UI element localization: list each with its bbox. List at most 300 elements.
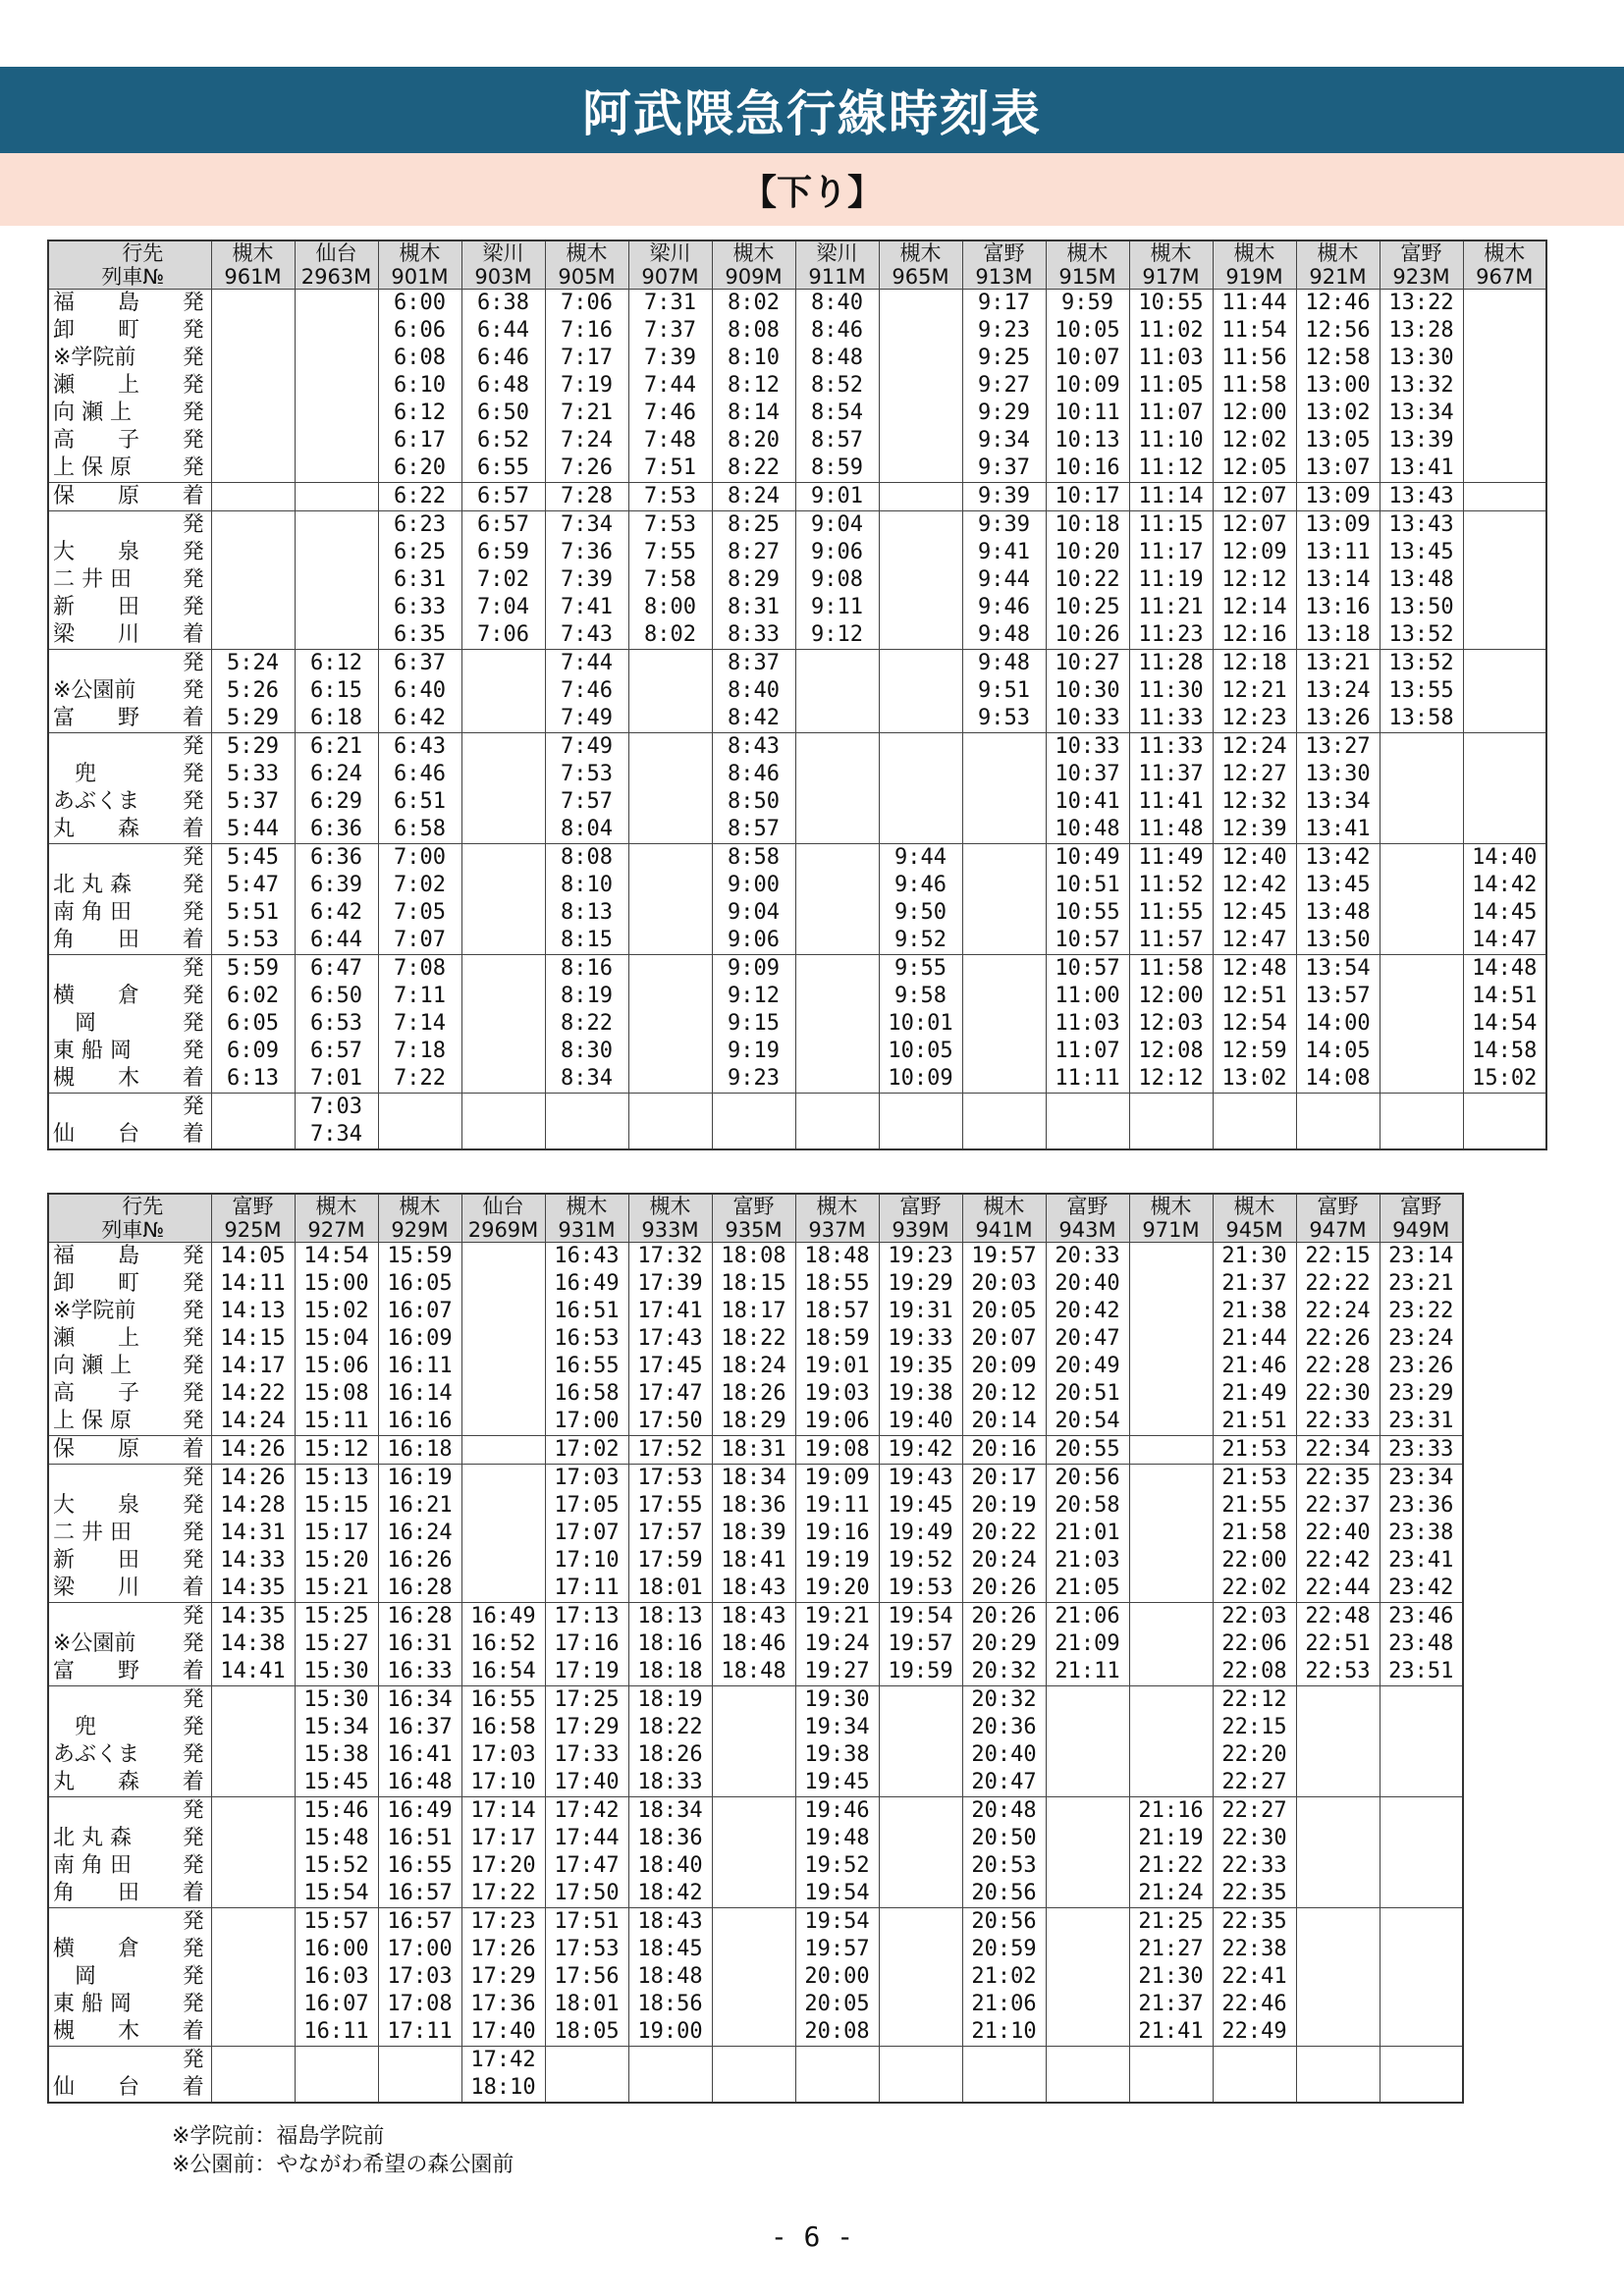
time-cell: 13:34 <box>1296 788 1380 816</box>
train-destination: 富野 <box>732 1195 775 1218</box>
time-cell: 19:38 <box>795 1741 879 1769</box>
time-cell <box>211 2047 295 2075</box>
time-cell: 20:51 <box>1046 1380 1129 1408</box>
time-cell: 14:35 <box>211 1603 295 1631</box>
time-cell: 18:36 <box>712 1492 795 1520</box>
time-cell <box>962 899 1046 927</box>
time-cell: 17:47 <box>545 1852 628 1880</box>
time-cell <box>1046 1825 1129 1852</box>
time-cell: 7:36 <box>545 539 628 566</box>
time-cell: 8:24 <box>712 483 795 511</box>
table-row <box>48 677 1546 705</box>
time-cell <box>1380 1880 1463 1908</box>
time-cell: 9:00 <box>712 872 795 899</box>
time-cell <box>712 1769 795 1797</box>
time-cell: 16:49 <box>378 1797 461 1826</box>
time-cell: 12:46 <box>1296 290 1380 318</box>
time-cell <box>1296 1121 1380 1149</box>
time-cell: 10:13 <box>1046 427 1129 454</box>
time-cell <box>461 1408 545 1436</box>
time-cell: 11:11 <box>1046 1065 1129 1094</box>
time-cell <box>1380 899 1463 927</box>
time-cell: 17:22 <box>461 1880 545 1908</box>
time-cell <box>211 594 295 621</box>
train-number: 917M <box>1142 265 1200 289</box>
time-cell: 22:38 <box>1213 1936 1296 1963</box>
time-cell: 8:04 <box>545 816 628 844</box>
train-number: 903M <box>474 265 532 289</box>
time-cell: 19:24 <box>795 1630 879 1658</box>
arrival-departure-mark: 着 <box>176 2018 211 2047</box>
time-cell <box>1296 1880 1380 1908</box>
time-cell: 19:11 <box>795 1492 879 1520</box>
time-cell: 20:40 <box>962 1741 1046 1769</box>
train-number: 941M <box>975 1218 1033 1242</box>
time-cell: 8:57 <box>795 427 879 454</box>
time-cell <box>879 427 962 454</box>
train-header <box>295 1194 378 1243</box>
time-cell: 8:43 <box>712 733 795 762</box>
time-cell: 20:03 <box>962 1270 1046 1298</box>
time-cell: 10:11 <box>1046 400 1129 427</box>
arrival-departure-mark: 発 <box>176 539 211 566</box>
time-cell: 16:14 <box>378 1380 461 1408</box>
time-cell <box>1463 594 1546 621</box>
time-cell <box>628 927 712 955</box>
time-cell: 8:14 <box>712 400 795 427</box>
time-cell: 9:59 <box>1046 290 1129 318</box>
time-cell <box>879 1797 962 1826</box>
time-cell: 14:13 <box>211 1298 295 1325</box>
train-destination: 槻木 <box>983 1195 1025 1218</box>
time-cell: 6:50 <box>461 400 545 427</box>
arrival-departure-mark: 着 <box>176 621 211 650</box>
time-cell: 12:00 <box>1213 400 1296 427</box>
time-cell: 18:16 <box>628 1630 712 1658</box>
timetable-lower <box>47 1193 1464 2104</box>
time-cell: 17:29 <box>461 1963 545 1991</box>
time-cell <box>461 1270 545 1298</box>
train-number: 945M <box>1225 1218 1283 1242</box>
time-cell: 10:16 <box>1046 454 1129 483</box>
time-cell <box>1129 1520 1213 1547</box>
time-cell <box>879 1852 962 1880</box>
time-cell: 8:02 <box>712 290 795 318</box>
arrival-departure-mark: 発 <box>176 761 211 788</box>
time-cell <box>712 1797 795 1826</box>
time-cell <box>1129 2074 1213 2103</box>
time-cell: 14:00 <box>1296 1010 1380 1038</box>
station-name: 上 保 原 <box>48 1408 176 1436</box>
time-cell: 12:16 <box>1213 621 1296 650</box>
time-cell: 5:53 <box>211 927 295 955</box>
time-cell <box>211 1880 295 1908</box>
time-cell <box>461 1436 545 1465</box>
train-number: 961M <box>224 265 282 289</box>
time-cell: 17:08 <box>378 1991 461 2018</box>
train-number: 949M <box>1392 1218 1450 1242</box>
time-cell <box>795 1121 879 1149</box>
table-row <box>48 1658 1463 1686</box>
time-cell <box>545 1121 628 1149</box>
time-cell: 21:10 <box>962 2018 1046 2047</box>
time-cell: 20:50 <box>962 1825 1046 1852</box>
station-name: 梁 川 <box>48 1575 176 1603</box>
station-name: 南 角 田 <box>48 1852 176 1880</box>
time-cell: 6:21 <box>295 733 378 762</box>
time-cell: 12:24 <box>1213 733 1296 762</box>
time-cell: 8:12 <box>712 372 795 400</box>
train-destination: 槻木 <box>1150 1195 1192 1218</box>
time-cell: 21:11 <box>1046 1658 1129 1686</box>
time-cell: 12:47 <box>1213 927 1296 955</box>
station-name: 東 船 岡 <box>48 1991 176 2018</box>
time-cell <box>879 483 962 511</box>
time-cell <box>712 1121 795 1149</box>
time-cell: 12:12 <box>1129 1065 1213 1094</box>
time-cell: 16:51 <box>545 1298 628 1325</box>
time-cell: 9:48 <box>962 621 1046 650</box>
time-cell: 19:00 <box>628 2018 712 2047</box>
time-cell: 8:10 <box>545 872 628 899</box>
train-number: 937M <box>808 1218 866 1242</box>
arrival-departure-mark: 発 <box>176 1408 211 1436</box>
time-cell <box>879 816 962 844</box>
time-cell <box>879 454 962 483</box>
time-cell <box>211 372 295 400</box>
station-name: ※公園前 <box>48 1630 176 1658</box>
table-row <box>48 761 1546 788</box>
time-cell <box>1380 1065 1463 1094</box>
time-cell: 14:22 <box>211 1380 295 1408</box>
time-cell: 20:49 <box>1046 1353 1129 1380</box>
time-cell <box>545 2047 628 2075</box>
time-cell <box>211 2018 295 2047</box>
arrival-departure-mark: 発 <box>176 1380 211 1408</box>
time-cell: 6:08 <box>378 345 461 372</box>
train-destination: 槻木 <box>649 1195 691 1218</box>
time-cell <box>1213 1121 1296 1149</box>
time-cell <box>1129 1270 1213 1298</box>
time-cell <box>962 872 1046 899</box>
time-cell: 8:08 <box>712 317 795 345</box>
time-cell <box>1296 1686 1380 1715</box>
time-cell: 11:07 <box>1046 1038 1129 1065</box>
time-cell <box>1380 1010 1463 1038</box>
station-name <box>48 844 176 873</box>
time-cell: 9:25 <box>962 345 1046 372</box>
time-cell: 13:58 <box>1380 705 1463 733</box>
time-cell <box>962 955 1046 984</box>
time-cell <box>461 788 545 816</box>
time-cell: 18:01 <box>628 1575 712 1603</box>
time-cell <box>1380 2018 1463 2047</box>
time-cell <box>211 345 295 372</box>
table-row <box>48 788 1546 816</box>
time-cell: 5:59 <box>211 955 295 984</box>
time-cell: 13:02 <box>1213 1065 1296 1094</box>
time-cell: 11:30 <box>1129 677 1213 705</box>
time-cell: 20:08 <box>795 2018 879 2047</box>
time-cell: 16:55 <box>545 1353 628 1380</box>
train-number: 2963M <box>300 265 372 289</box>
time-cell <box>1380 955 1463 984</box>
time-cell: 11:33 <box>1129 705 1213 733</box>
time-cell: 18:48 <box>712 1658 795 1686</box>
time-cell: 14:51 <box>1463 983 1546 1010</box>
time-cell: 20:56 <box>962 1880 1046 1908</box>
time-cell: 14:35 <box>211 1575 295 1603</box>
time-cell: 22:41 <box>1213 1963 1296 1991</box>
time-cell: 7:08 <box>378 955 461 984</box>
time-cell <box>1463 761 1546 788</box>
time-cell <box>712 1963 795 1991</box>
station-name <box>48 955 176 984</box>
train-number: 2969M <box>467 1218 539 1242</box>
time-cell: 22:34 <box>1296 1436 1380 1465</box>
time-cell: 18:05 <box>545 2018 628 2047</box>
time-cell <box>1129 1325 1213 1353</box>
time-cell <box>211 1714 295 1741</box>
time-cell: 11:23 <box>1129 621 1213 650</box>
time-cell: 18:15 <box>712 1270 795 1298</box>
time-cell <box>211 1121 295 1149</box>
time-cell: 9:53 <box>962 705 1046 733</box>
time-cell: 17:11 <box>545 1575 628 1603</box>
station-name: 兜 <box>48 761 176 788</box>
time-cell: 17:29 <box>545 1714 628 1741</box>
time-cell <box>712 1741 795 1769</box>
time-cell: 14:05 <box>211 1243 295 1271</box>
time-cell: 11:54 <box>1213 317 1296 345</box>
station-name: 角 田 <box>48 1880 176 1908</box>
time-cell <box>461 983 545 1010</box>
time-cell: 16:33 <box>378 1658 461 1686</box>
time-cell <box>712 1936 795 1963</box>
time-cell: 5:47 <box>211 872 295 899</box>
station-name: あぶくま <box>48 1741 176 1769</box>
time-cell: 13:39 <box>1380 427 1463 454</box>
train-header <box>461 1194 545 1243</box>
time-cell <box>962 927 1046 955</box>
time-cell: 22:26 <box>1296 1325 1380 1353</box>
time-cell: 15:17 <box>295 1520 378 1547</box>
table-row <box>48 1094 1546 1122</box>
train-destination: 仙台 <box>315 241 357 265</box>
time-cell: 21:03 <box>1046 1547 1129 1575</box>
time-cell: 21:37 <box>1129 1991 1213 2018</box>
arrival-departure-mark: 着 <box>176 816 211 844</box>
time-cell: 7:03 <box>295 1094 378 1122</box>
time-cell: 17:11 <box>378 2018 461 2047</box>
table-row <box>48 1121 1546 1149</box>
train-header <box>378 240 461 290</box>
train-number: 931M <box>558 1218 616 1242</box>
time-cell: 17:00 <box>545 1408 628 1436</box>
station-name: 横 倉 <box>48 983 176 1010</box>
time-cell: 8:46 <box>795 317 879 345</box>
time-cell <box>1463 290 1546 318</box>
time-cell <box>1046 1936 1129 1963</box>
time-cell <box>795 1065 879 1094</box>
time-cell: 6:53 <box>295 1010 378 1038</box>
time-cell: 5:37 <box>211 788 295 816</box>
time-cell: 8:34 <box>545 1065 628 1094</box>
time-cell: 19:40 <box>879 1408 962 1436</box>
arrival-departure-mark: 発 <box>176 454 211 483</box>
arrival-departure-mark: 発 <box>176 1325 211 1353</box>
time-cell: 16:19 <box>378 1465 461 1493</box>
time-cell: 13:21 <box>1296 650 1380 678</box>
time-cell: 16:57 <box>378 1908 461 1937</box>
time-cell <box>628 872 712 899</box>
time-cell: 16:11 <box>378 1353 461 1380</box>
time-cell: 6:09 <box>211 1038 295 1065</box>
time-cell <box>1463 788 1546 816</box>
time-cell <box>1046 2074 1129 2103</box>
time-cell <box>545 2074 628 2103</box>
time-cell <box>461 1575 545 1603</box>
time-cell: 21:30 <box>1129 1963 1213 1991</box>
station-name: 梁 川 <box>48 621 176 650</box>
time-cell <box>962 788 1046 816</box>
time-cell: 7:16 <box>545 317 628 345</box>
time-cell: 13:41 <box>1296 816 1380 844</box>
time-cell: 6:33 <box>378 594 461 621</box>
time-cell: 8:22 <box>545 1010 628 1038</box>
station-name: 二 井 田 <box>48 1520 176 1547</box>
time-cell: 16:07 <box>378 1298 461 1325</box>
time-cell: 16:24 <box>378 1520 461 1547</box>
time-cell <box>1129 1243 1213 1271</box>
train-header <box>962 240 1046 290</box>
station-name: 向 瀬 上 <box>48 400 176 427</box>
time-cell: 16:11 <box>295 2018 378 2047</box>
time-cell: 15:25 <box>295 1603 378 1631</box>
time-cell: 13:48 <box>1380 566 1463 594</box>
time-cell: 18:18 <box>628 1658 712 1686</box>
time-cell <box>1380 816 1463 844</box>
time-cell: 9:41 <box>962 539 1046 566</box>
time-cell: 18:55 <box>795 1270 879 1298</box>
time-cell: 6:37 <box>378 650 461 678</box>
train-number: 965M <box>892 265 949 289</box>
table-row <box>48 1908 1463 1937</box>
table-row <box>48 733 1546 762</box>
time-cell: 12:48 <box>1213 955 1296 984</box>
page-title: 阿武隈急行線時刻表 <box>0 67 1624 153</box>
train-header <box>1129 1194 1213 1243</box>
train-header <box>1380 240 1463 290</box>
time-cell: 17:19 <box>545 1658 628 1686</box>
train-header <box>628 240 712 290</box>
train-number: 919M <box>1225 265 1283 289</box>
time-cell: 22:48 <box>1296 1603 1380 1631</box>
time-cell <box>879 1825 962 1852</box>
time-cell: 9:06 <box>795 539 879 566</box>
time-cell: 21:05 <box>1046 1575 1129 1603</box>
arrival-departure-mark: 着 <box>176 1121 211 1149</box>
time-cell: 20:59 <box>962 1936 1046 1963</box>
train-number: 927M <box>307 1218 365 1242</box>
time-cell: 9:39 <box>962 511 1046 540</box>
time-cell: 18:59 <box>795 1325 879 1353</box>
time-cell <box>1129 1575 1213 1603</box>
time-cell: 6:22 <box>378 483 461 511</box>
time-cell <box>1129 1121 1213 1149</box>
time-cell: 20:32 <box>962 1658 1046 1686</box>
time-cell: 17:20 <box>461 1852 545 1880</box>
time-cell <box>962 2047 1046 2075</box>
time-cell: 15:45 <box>295 1769 378 1797</box>
table-row <box>48 1270 1463 1298</box>
time-cell: 23:24 <box>1380 1325 1463 1353</box>
table-row <box>48 1769 1463 1797</box>
table-row <box>48 2074 1463 2103</box>
time-cell: 7:28 <box>545 483 628 511</box>
time-cell <box>628 1010 712 1038</box>
time-cell <box>1046 1852 1129 1880</box>
arrival-departure-mark: 発 <box>176 733 211 762</box>
arrival-departure-mark: 発 <box>176 1603 211 1631</box>
time-cell <box>795 844 879 873</box>
time-cell <box>1296 1936 1380 1963</box>
station-name: 南 角 田 <box>48 899 176 927</box>
station-name: 高 子 <box>48 427 176 454</box>
time-cell: 23:41 <box>1380 1547 1463 1575</box>
station-name: 新 田 <box>48 1547 176 1575</box>
time-cell: 7:39 <box>628 345 712 372</box>
time-cell: 10:05 <box>1046 317 1129 345</box>
time-cell: 21:19 <box>1129 1825 1213 1852</box>
table-row <box>48 345 1546 372</box>
time-cell: 18:40 <box>628 1852 712 1880</box>
arrival-departure-mark: 発 <box>176 1991 211 2018</box>
arrival-departure-mark: 着 <box>176 1065 211 1094</box>
time-cell: 22:20 <box>1213 1741 1296 1769</box>
train-number: 935M <box>725 1218 783 1242</box>
time-cell: 8:15 <box>545 927 628 955</box>
time-cell <box>1129 1769 1213 1797</box>
time-cell <box>461 677 545 705</box>
time-cell: 18:24 <box>712 1353 795 1380</box>
time-cell <box>461 1065 545 1094</box>
time-cell: 7:00 <box>378 844 461 873</box>
time-cell <box>1380 1825 1463 1852</box>
table-row <box>48 1325 1463 1353</box>
time-cell: 12:54 <box>1213 1010 1296 1038</box>
time-cell: 16:34 <box>378 1686 461 1715</box>
time-cell <box>1296 1991 1380 2018</box>
time-cell: 16:48 <box>378 1769 461 1797</box>
time-cell: 16:57 <box>378 1880 461 1908</box>
time-cell: 20:54 <box>1046 1408 1129 1436</box>
time-cell <box>1463 317 1546 345</box>
time-cell: 5:29 <box>211 705 295 733</box>
train-destination: 槻木 <box>1233 1195 1275 1218</box>
train-destination: 槻木 <box>1066 241 1109 265</box>
time-cell <box>461 761 545 788</box>
time-cell: 9:37 <box>962 454 1046 483</box>
time-cell: 20:22 <box>962 1520 1046 1547</box>
time-cell: 22:40 <box>1296 1520 1380 1547</box>
time-cell <box>1296 1714 1380 1741</box>
time-cell: 12:03 <box>1129 1010 1213 1038</box>
time-cell: 16:51 <box>378 1825 461 1852</box>
time-cell <box>461 650 545 678</box>
time-cell: 12:05 <box>1213 454 1296 483</box>
time-cell: 8:19 <box>545 983 628 1010</box>
